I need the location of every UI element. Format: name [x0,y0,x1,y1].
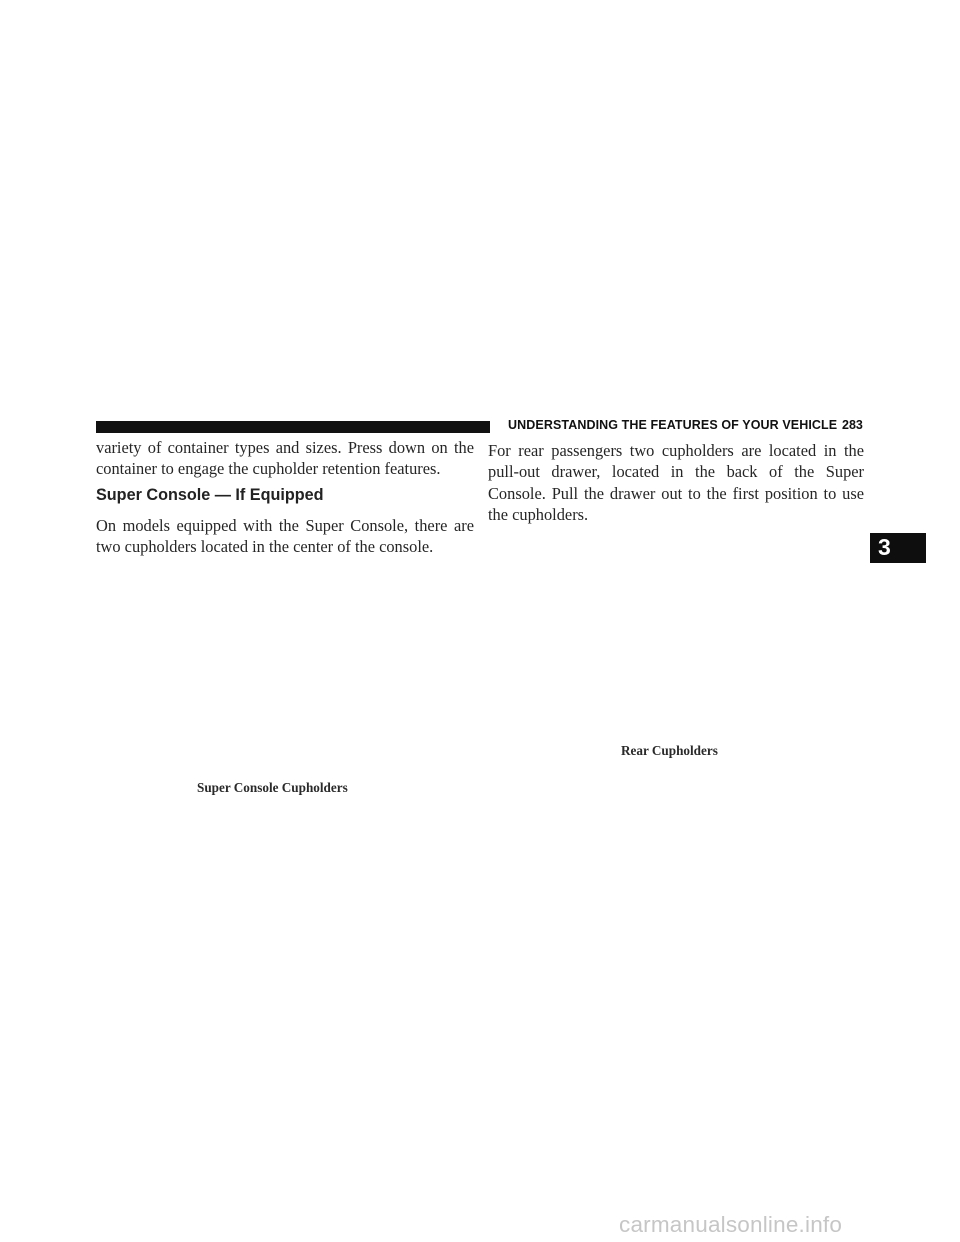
figure-caption-rear: Rear Cupholders [621,743,718,758]
left-paragraph-2: On models equipped with the Super Console, there are two cupholders located in the center of the console. [96,516,474,557]
chapter-number: 3 [878,534,891,560]
page-number: 283 [842,418,863,432]
right-paragraph-1: For rear passengers two cupholders are located in the pull-out drawer, located in the back of the Super Console. Pull the drawer out to the first position to use the cupholders. [488,441,864,524]
left-paragraph-1: variety of container types and sizes. Press down on the container to engage the cupholder retention features. [96,438,474,479]
section-header-title: UNDERSTANDING THE FEATURES OF YOUR VEHICLE [508,418,838,432]
header-rule [96,421,490,433]
chapter-tab [870,533,926,563]
section-heading: Super Console — If Equipped [96,486,324,504]
figure-caption-super-console: Super Console Cupholders [197,780,348,795]
watermark: carmanualsonline.info [619,1212,843,1237]
